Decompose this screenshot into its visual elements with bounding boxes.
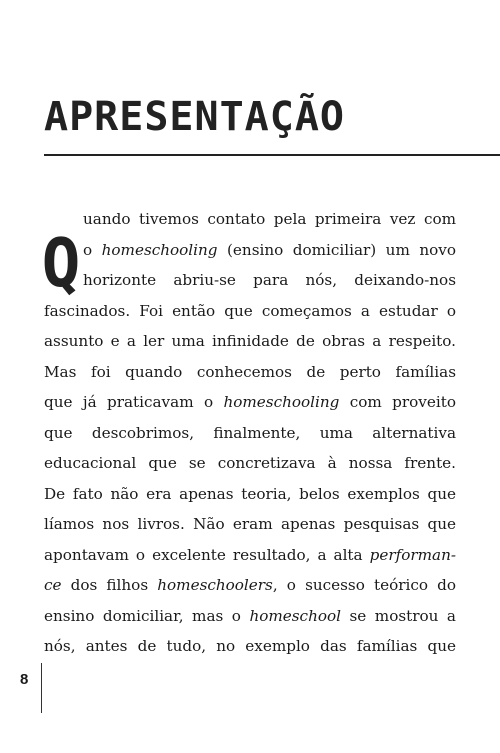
text-run: Mas foi quando conhecemos de perto famílias: [44, 362, 456, 381]
text-line: [44, 326, 456, 357]
text-line: [44, 570, 456, 601]
heading-rule: [44, 154, 500, 156]
text-line: [44, 509, 456, 540]
text-run: nós, antes de tudo, no exemplo das famílias que: [44, 637, 456, 655]
text-run: homeschoolers: [157, 576, 273, 594]
text-line: [44, 418, 456, 449]
text-line: [44, 265, 456, 296]
text-run: uando tivemos contato pela primeira vez com: [83, 210, 456, 228]
text-line: [44, 479, 456, 510]
text-run: dos filhos: [61, 576, 158, 594]
text-run: com proveito: [339, 393, 456, 411]
text-run: horizonte abriu-se para nós, deixando-nos: [83, 271, 456, 289]
text-line: [44, 296, 456, 327]
text-run: se mostrou a: [341, 606, 456, 625]
text-line: [44, 357, 456, 388]
text-line: [44, 235, 456, 266]
text-run: ce: [44, 576, 62, 594]
text-run: líamos nos livros. Não eram apenas pesquisas que: [44, 515, 456, 533]
text-run: De fato não era apenas teoria, belos exemplos que: [44, 484, 456, 503]
text-run: que já praticavam o: [44, 393, 224, 411]
drop-cap-letter: Q: [41, 224, 81, 303]
text-run: ensino domiciliar, mas o: [44, 606, 250, 625]
body-text: [41, 204, 456, 662]
text-line: [44, 631, 456, 662]
text-line: [44, 387, 456, 418]
chapter-heading: APRESENTAÇÃO: [44, 94, 345, 140]
text-run: (ensino domiciliar) um novo: [217, 240, 456, 259]
text-run: homeschooling: [101, 240, 218, 259]
text-run: fascinados. Foi então que começamos a estudar o: [44, 301, 456, 320]
text-run: homeschool: [249, 606, 341, 625]
text-run: que descobrimos, finalmente, uma alternativa: [44, 423, 456, 442]
page-number: 8: [20, 671, 29, 688]
text-run: apontavam o excelente resultado, a alta: [44, 545, 370, 564]
text-line: [44, 448, 456, 479]
text-run: o: [83, 240, 102, 259]
text-line: [44, 204, 456, 235]
text-run: homeschooling: [223, 393, 340, 411]
text-line: [44, 540, 456, 571]
text-run: , o sucesso teórico do: [272, 576, 456, 594]
text-run: assunto e a ler uma infinidade de obras a respeito.: [44, 332, 456, 350]
text-run: performan-: [369, 545, 456, 564]
text-line: [44, 601, 456, 632]
page-number-rule: [41, 663, 42, 713]
text-run: educacional que se concretizava à nossa frente.: [44, 454, 456, 472]
